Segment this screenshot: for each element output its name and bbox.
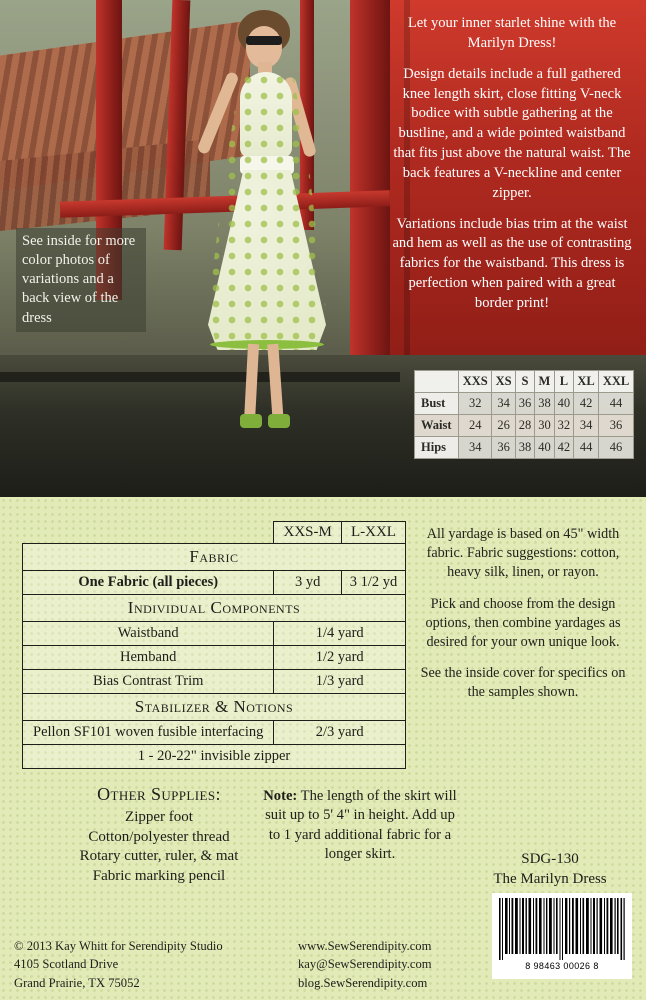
yardage-section-components: Individual Components <box>23 595 406 622</box>
hips-xl: 44 <box>574 437 599 459</box>
table-row <box>23 544 406 571</box>
skirt-note-text: The length of the skirt will suit up to 5' 4" in height. Add up to 1 yard additional fabric for a longer skirt. <box>265 788 457 862</box>
yardage-waistband-label: Waistband <box>23 622 274 646</box>
yardage-one-fabric-label: One Fabric (all pieces) <box>23 571 274 595</box>
hips-xxs: 34 <box>459 437 492 459</box>
size-chart-header-row <box>415 371 634 393</box>
table-row <box>23 622 406 646</box>
yardage-bias-trim-label: Bias Contrast Trim <box>23 670 274 694</box>
size-header-xxs: XXS <box>459 371 492 393</box>
yardage-notes <box>420 525 626 714</box>
waist-xl: 34 <box>574 415 599 437</box>
yardage-corner <box>23 522 274 544</box>
other-supplies-title: Other Supplies: <box>97 784 221 804</box>
note-paragraph-2: Pick and choose from the design options, then combine yardages as desired for your own unique look. <box>425 595 621 650</box>
address-line-1: 4105 Scotland Drive <box>14 957 119 972</box>
supply-item: Cotton/polyester thread <box>88 828 230 845</box>
bust-xs: 34 <box>492 393 515 415</box>
email-address[interactable]: kay@SewSerendipity.com <box>298 957 432 972</box>
table-row <box>23 745 406 769</box>
description-paragraph-1: Let your inner starlet shine with the Marilyn Dress! <box>407 15 617 51</box>
other-supplies <box>44 783 274 886</box>
skirt-note-label: Note: <box>263 788 298 804</box>
barcode-number: 8 98463 00026 8 <box>525 961 599 971</box>
sku-code: SDG-130 <box>521 851 579 867</box>
blog-url[interactable]: blog.SewSerendipity.com <box>298 975 428 990</box>
photo-caption: See inside for more color photos of variations and a back view of the dress <box>16 228 146 332</box>
hips-xs: 36 <box>492 437 515 459</box>
size-header-xs: XS <box>492 371 515 393</box>
footer-contact <box>298 937 432 992</box>
cover-photo <box>0 0 646 497</box>
yardage-table <box>22 521 406 769</box>
table-row <box>23 595 406 622</box>
bust-m: 38 <box>535 393 554 415</box>
hips-m: 40 <box>535 437 554 459</box>
model-figure <box>190 10 340 410</box>
bust-l: 40 <box>554 393 573 415</box>
barcode <box>492 893 632 979</box>
supply-item: Zipper foot <box>125 809 193 826</box>
waist-xs: 26 <box>492 415 515 437</box>
hips-xxl: 46 <box>599 437 634 459</box>
size-header-s: S <box>515 371 534 393</box>
size-row-label-hips: Hips <box>415 437 459 459</box>
copyright-text: © 2013 Kay Whitt for Serendipity Studio <box>14 939 223 953</box>
bust-xxl: 44 <box>599 393 634 415</box>
table-row <box>23 670 406 694</box>
model-shoe-left <box>240 414 262 428</box>
yardage-header-row <box>23 522 406 544</box>
size-header-m: M <box>535 371 554 393</box>
waist-xxs: 24 <box>459 415 492 437</box>
description-paragraph-2: Design details include a full gathered knee length skirt, close fitting V-neck bodice with subtle gathering at the bustline, and a wide pointed waistband that fits just above the natural waist. The back features a V-neckline and center zipper. <box>393 65 631 201</box>
table-row <box>23 571 406 595</box>
size-header-xxl: XXL <box>599 371 634 393</box>
waist-m: 30 <box>535 415 554 437</box>
bust-xxs: 32 <box>459 393 492 415</box>
note-paragraph-1: All yardage is based on 45" width fabric. Fabric suggestions: cotton, heavy silk, linen, or rayon. <box>426 526 620 581</box>
footer-company <box>14 937 223 992</box>
hips-s: 38 <box>515 437 534 459</box>
product-description <box>388 14 636 314</box>
table-row <box>415 415 634 437</box>
supply-item: Rotary cutter, ruler, & mat <box>79 848 239 865</box>
waist-l: 32 <box>554 415 573 437</box>
table-row <box>415 437 634 459</box>
lower-panel <box>0 497 646 1000</box>
table-row <box>415 393 634 415</box>
address-line-2: Grand Prairie, TX 75052 <box>14 975 140 990</box>
supply-item: Fabric marking pencil <box>92 867 226 884</box>
hips-l: 42 <box>554 437 573 459</box>
sku-block <box>470 849 630 890</box>
size-row-label-bust: Bust <box>415 393 459 415</box>
size-chart-corner <box>415 371 459 393</box>
website-url[interactable]: www.SewSerendipity.com <box>298 939 432 953</box>
yardage-waistband-value: 1/4 yard <box>274 622 406 646</box>
waist-xxl: 36 <box>599 415 634 437</box>
yardage-hemband-label: Hemband <box>23 646 274 670</box>
yardage-bias-trim-value: 1/3 yard <box>274 670 406 694</box>
dress-polka-dots <box>208 72 326 350</box>
sunglasses-icon <box>246 36 282 45</box>
size-row-label-waist: Waist <box>415 415 459 437</box>
yardage-section-stabilizer: Stabilizer & Notions <box>23 694 406 721</box>
description-paragraph-3: Variations include bias trim at the waist and hem as well as the use of contrasting fabrics for the waistband. This dress is perfection when paired with a great border print! <box>392 215 632 311</box>
yardage-one-fabric-xxsm: 3 yd <box>274 571 342 595</box>
size-header-xl: XL <box>574 371 599 393</box>
yardage-section-fabric: Fabric <box>23 544 406 571</box>
yardage-hemband-value: 1/2 yard <box>274 646 406 670</box>
notion-zipper-label: 1 - 20-22" invisible zipper <box>23 745 406 769</box>
sku-name: The Marilyn Dress <box>493 871 607 888</box>
yardage-col-xxs-m: XXS-M <box>274 522 342 544</box>
bust-xl: 42 <box>574 393 599 415</box>
waist-s: 28 <box>515 415 534 437</box>
barcode-bars <box>498 898 626 960</box>
table-row <box>23 721 406 745</box>
note-paragraph-3: See the inside cover for specifics on the samples shown. <box>420 665 626 701</box>
table-row <box>23 694 406 721</box>
notion-interfacing-value: 2/3 yard <box>274 721 406 745</box>
size-chart-table <box>414 370 634 459</box>
table-row <box>23 646 406 670</box>
notion-interfacing-label: Pellon SF101 woven fusible interfacing <box>23 721 274 745</box>
yardage-col-l-xxl: L-XXL <box>341 522 405 544</box>
yardage-one-fabric-lxxl: 3 1/2 yd <box>341 571 405 595</box>
yardage-table-wrapper <box>22 521 406 769</box>
skirt-length-note <box>260 787 460 864</box>
size-header-l: L <box>554 371 573 393</box>
model-shoe-right <box>268 414 290 428</box>
bust-s: 36 <box>515 393 534 415</box>
